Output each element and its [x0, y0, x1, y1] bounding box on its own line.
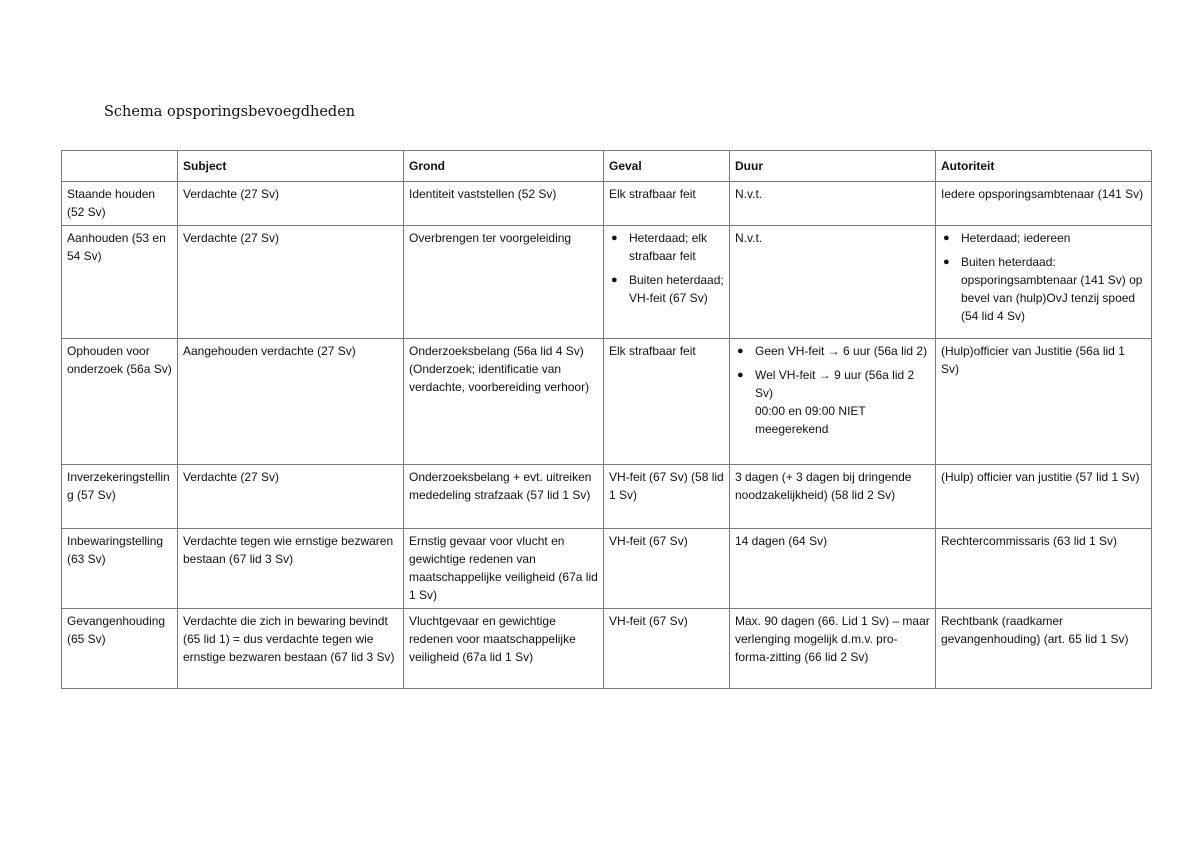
duur-cell: N.v.t. [730, 226, 936, 339]
bevoegdheden-table [61, 150, 1152, 689]
list-item-text: Buiten heterdaad: opsporingsambtenaar (141 Sv) op bevel van (hulp)OvJ tenzij spoed (54 lid 4 Sv) [961, 255, 1143, 323]
bullet-icon: ● [737, 369, 744, 381]
bullet-icon: ● [737, 345, 744, 357]
list-item [735, 342, 930, 360]
autoriteit-cell: (Hulp) officier van justitie (57 lid 1 Sv) [936, 465, 1152, 529]
subject-cell: Verdachte (27 Sv) [178, 226, 404, 339]
duur-cell: 3 dagen (+ 3 dagen bij dringende noodzakelijkheid) (58 lid 2 Sv) [730, 465, 936, 529]
header-cell-autoriteit: Autoriteit [936, 151, 1152, 182]
grond-cell: Onderzoeksbelang + evt. uitreiken mededeling strafzaak (57 lid 1 Sv) [404, 465, 604, 529]
geval-cell: VH-feit (67 Sv) (58 lid 1 Sv) [604, 465, 730, 529]
subject-cell: Aangehouden verdachte (27 Sv) [178, 339, 404, 465]
bullet-icon: ● [943, 256, 950, 268]
grond-cell: Vluchtgevaar en gewichtige redenen voor maatschappelijke veiligheid (67a lid 1 Sv) [404, 609, 604, 689]
list-item [941, 229, 1146, 247]
row-label-cell: Aanhouden (53 en 54 Sv) [62, 226, 178, 339]
list-item [609, 229, 724, 265]
geval-bullet-list [609, 229, 724, 307]
duur-cell: Max. 90 dagen (66. Lid 1 Sv) – maar verlenging mogelijk d.m.v. pro-forma-zitting (66 lid 2 Sv) [730, 609, 936, 689]
row-label-cell: Inbewaringstelling (63 Sv) [62, 529, 178, 609]
list-item-text: Geen VH-feit → 6 uur (56a lid 2) [755, 344, 928, 358]
subject-cell: Verdachte (27 Sv) [178, 182, 404, 226]
header-cell-geval: Geval [604, 151, 730, 182]
autoriteit-cell: Rechtercommissaris (63 lid 1 Sv) [936, 529, 1152, 609]
grond-line: (Onderzoek; identificatie van verdachte, voorbereiding verhoor) [409, 362, 590, 394]
list-item-text: Buiten heterdaad; VH-feit (67 Sv) [629, 273, 724, 305]
grond-cell: Identiteit vaststellen (52 Sv) [404, 182, 604, 226]
list-item-text: Heterdaad; elk strafbaar feit [629, 231, 708, 263]
table-row [62, 226, 1152, 339]
grond-line: Onderzoeksbelang (56a lid 4 Sv) [409, 344, 584, 358]
autoriteit-cell: Iedere opsporingsambtenaar (141 Sv) [936, 182, 1152, 226]
bullet-icon: ● [943, 232, 950, 244]
table-row [62, 339, 1152, 465]
geval-cell: VH-feit (67 Sv) [604, 609, 730, 689]
row-label-cell: Inverzekeringstelling (57 Sv) [62, 465, 178, 529]
autoriteit-cell [936, 226, 1152, 339]
duur-note: 00:00 en 09:00 NIET meegerekend [755, 404, 866, 436]
list-item [735, 366, 930, 402]
subject-cell: Verdachte die zich in bewaring bevindt (65 lid 1) = dus verdachte tegen wie ernstige bezwaren bestaan (67 lid 3 Sv) [178, 609, 404, 689]
geval-cell: Elk strafbaar feit [604, 339, 730, 465]
bullet-icon: ● [611, 274, 618, 286]
subject-cell: Verdachte tegen wie ernstige bezwaren bestaan (67 lid 3 Sv) [178, 529, 404, 609]
row-label-cell: Gevangenhouding (65 Sv) [62, 609, 178, 689]
document-title: Schema opsporingsbevoegdheden [104, 104, 356, 120]
autoriteit-bullet-list [941, 229, 1146, 325]
header-cell-empty [62, 151, 178, 182]
duur-cell: N.v.t. [730, 182, 936, 226]
table-row [62, 465, 1152, 529]
table-row [62, 609, 1152, 689]
table-row [62, 529, 1152, 609]
list-item [941, 253, 1146, 325]
header-cell-grond: Grond [404, 151, 604, 182]
autoriteit-cell: Rechtbank (raadkamer gevangenhouding) (art. 65 lid 1 Sv) [936, 609, 1152, 689]
subject-cell: Verdachte (27 Sv) [178, 465, 404, 529]
header-cell-duur: Duur [730, 151, 936, 182]
bullet-icon: ● [611, 232, 618, 244]
grond-cell: Ernstig gevaar voor vlucht en gewichtige redenen van maatschappelijke veiligheid (67a lid 1 Sv) [404, 529, 604, 609]
table-row [62, 182, 1152, 226]
table-header-row [62, 151, 1152, 182]
row-label-cell: Staande houden (52 Sv) [62, 182, 178, 226]
geval-cell [604, 226, 730, 339]
autoriteit-cell: (Hulp)officier van Justitie (56a lid 1 Sv) [936, 339, 1152, 465]
duur-bullet-list [735, 342, 930, 402]
list-item [609, 271, 724, 307]
row-label-cell: Ophouden voor onderzoek (56a Sv) [62, 339, 178, 465]
list-item-text: Wel VH-feit → 9 uur (56a lid 2 Sv) [755, 368, 915, 400]
geval-cell: Elk strafbaar feit [604, 182, 730, 226]
list-item-text: Heterdaad; iedereen [961, 231, 1071, 245]
header-cell-subject: Subject [178, 151, 404, 182]
geval-cell: VH-feit (67 Sv) [604, 529, 730, 609]
grond-cell [404, 339, 604, 465]
duur-cell [730, 339, 936, 465]
grond-cell: Overbrengen ter voorgeleiding [404, 226, 604, 339]
duur-cell: 14 dagen (64 Sv) [730, 529, 936, 609]
